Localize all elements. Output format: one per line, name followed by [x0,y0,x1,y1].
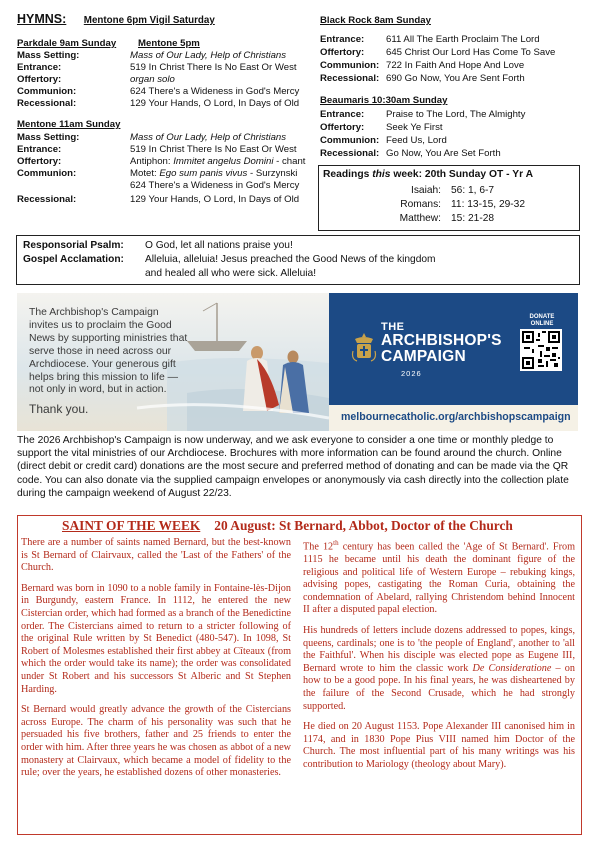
saint-heading: SAINT OF THE WEEK 20 August: St Bernard, Abbot, Doctor of the Church [62,518,513,533]
gospel-label: Gospel Acclamation: [23,254,124,265]
reading-item: Matthew: 15: 21-28 [399,213,495,224]
beaumaris-heading: Beaumaris 10:30am Sunday [320,95,448,106]
gospel-text-2: and healed all who were sick. Alleluia! [145,268,317,279]
hymns-title: HYMNS: [17,12,67,26]
campaign-paragraph: The 2026 Archbishop's Campaign is now underway, and we ask everyone to consider a one time or monthly pledge to support the vital ministries of our Archdiocese. Brochures with more information can be found around the church. Online (direct debit or credit card) donations are the most secure and preferred method of donating and can be made via the QR code. You can also donate via the supplied campaign envelopes or anonymously via cash directly into the collection plate during the campaign weekend of August 22/23. [17,435,569,499]
campaign-url-bar [329,405,578,431]
reading-item: Isaiah: 56: 1, 6-7 [410,185,495,196]
saint-column-left: There are a number of saints named Bernard, but the best-known is St Bernard of Clairvaux, called the 'Last of the Fathers' of the Church. Bernard was born in 1090 to a noble family in Fontaine-lès-Dijon in Burgundy, eastern France. In 1112, he entered the new Cistercian order, which had formed as a branch of the Benedictine order. The Cistercians aimed to return to a stricter following of the original Rule written by St Benedict (480-547). In 1098, St Robert of Molesmes established their first abbey at Cîteaux (from which the order would take its name); the order was consolidated under St Robert and his successors St Alberic and St Stephen Harding. St Bernard would greatly advance the growth of the Cistercians across Europe. The charm of his personality was such that he persuaded his five brothers, father and 25 friends to enter the order with him. After three years he was chosen as abbot of a new monastery at Clairvaux, which became a model of fidelity to the rule; over the years, he established dozens of other monasteries. [21,537,291,779]
campaign-title1: ARCHBISHOP'S [381,332,502,349]
campaign-brand-panel [329,293,578,405]
campaign-title2: CAMPAIGN [381,348,466,365]
mentone5-heading: Mentone 5pm [138,38,200,49]
mentone-vigil-heading: Mentone 6pm Vigil Saturday [83,15,215,26]
readings-box [318,165,580,231]
readings-heading: Readings this week: 20th Sunday OT - Yr A [323,169,534,180]
hymn-row-continued: 624 There's a Wideness in God's Mercy [130,180,300,191]
hymns-right: Black Rock 8am Sunday Entrance: 611 All The Earth Proclaim The Lord Offertory: 645 Christ Our Lord Has Come To Save Communion: 722 In Faith And Hope And Love Recessional: 690 Go Now, You Are Sent Forth Beaumaris 10:30am Sunday Entrance: Praise to The Lord, The Almighty Offertory: Seek Ye First Communion: Feed Us, Lord Recessional: Go Now, You Are Set Forth [320,15,556,159]
mentone11-heading: Mentone 11am Sunday [17,119,121,130]
saint-column-right: The 12th century has been called the 'Age of St Bernard'. From 1115 he became until his death the dominant figure of the religious and political life of Western Europe – rebuking kings, advising popes, castigating the Roman Curia, obtaining the condemnation of Abelard, rallying Christendom behind Innocent II after a disputed papal election. His hundreds of letters include dozens addressed to popes, kings, queens, cardinals; one is to 'the people of England', another to 'all the Faithful'. When his disciple was elected pope as Eugene III, Bernard wrote to him the classic work De Consideratione – on how to be a good pope. In his final years, he was disheartened by the failure of the Second Crusade, which he had strongly supported. He died on 20 August 1153. Pope Alexander III canonised him in 1174, and in 1830 Pope Pius VIII named him Doctor of the Church. The most influential part of his many writings was his contribution to Mariology (theology about Mary). [303,539,576,770]
campaign-image-panel [17,293,329,431]
thank-you: Thank you. [29,402,89,417]
saint-of-week-box [17,515,582,835]
hymns-section: HYMNS: Mentone 6pm Vigil Saturday Parkdale 9am Sunday Mentone 5pm Mass Setting: Mass of Our Lady, Help of Christians Entrance: 519 In Christ There Is No East Or West Offertory: organ solo Communion: 624 There's a Wideness in God's Mercy Recessional: 129 Your Hands, O Lord, In Days of Old Mentone 11am Sunday Mass Setting: Mass of Our Lady, Help of Christians Entrance: 519 In Christ There Is No East Or West Offertory: Antiphon: Immitet angelus Domini - chant Communion: Motet: Ego sum panis vivus - Surzynski 624 There's a Wideness in God's Mercy Recessional: 129 Your Hands, O Lord, In Days of Old [17,12,306,205]
campaign-banner [17,293,578,431]
donate-online-label: DONATE ONLINE [529,314,555,327]
blackrock-heading: Black Rock 8am Sunday [320,15,431,26]
campaign-message: The Archbishop's Campaign invites us to proclaim the Good News by supporting ministries that serve those in need across our Archdiocese. Your generous gift helps bring this mission to life — not only in word, but in action. Thank you. [29,307,188,417]
qr-code-icon [520,329,562,371]
gospel-text-1: Alleluia, alleluia! Jesus preached the Good News of the kingdom [145,254,436,265]
campaign-url-link[interactable]: melbournecatholic.org/archbishopscampaign [341,411,571,423]
qr-code[interactable] [520,329,562,371]
readings-list [319,184,579,226]
psalm-label: Responsorial Psalm: [23,240,124,251]
crest-icon [351,331,377,365]
reading-item: Romans: 11: 13-15, 29-32 [400,199,526,210]
campaign-year: 2026 [401,369,422,378]
campaign-the: THE [381,321,405,333]
psalm-box [16,235,580,285]
psalm-text: O God, let all nations praise you! [145,240,293,251]
parkdale-heading: Parkdale 9am Sunday [17,38,117,49]
